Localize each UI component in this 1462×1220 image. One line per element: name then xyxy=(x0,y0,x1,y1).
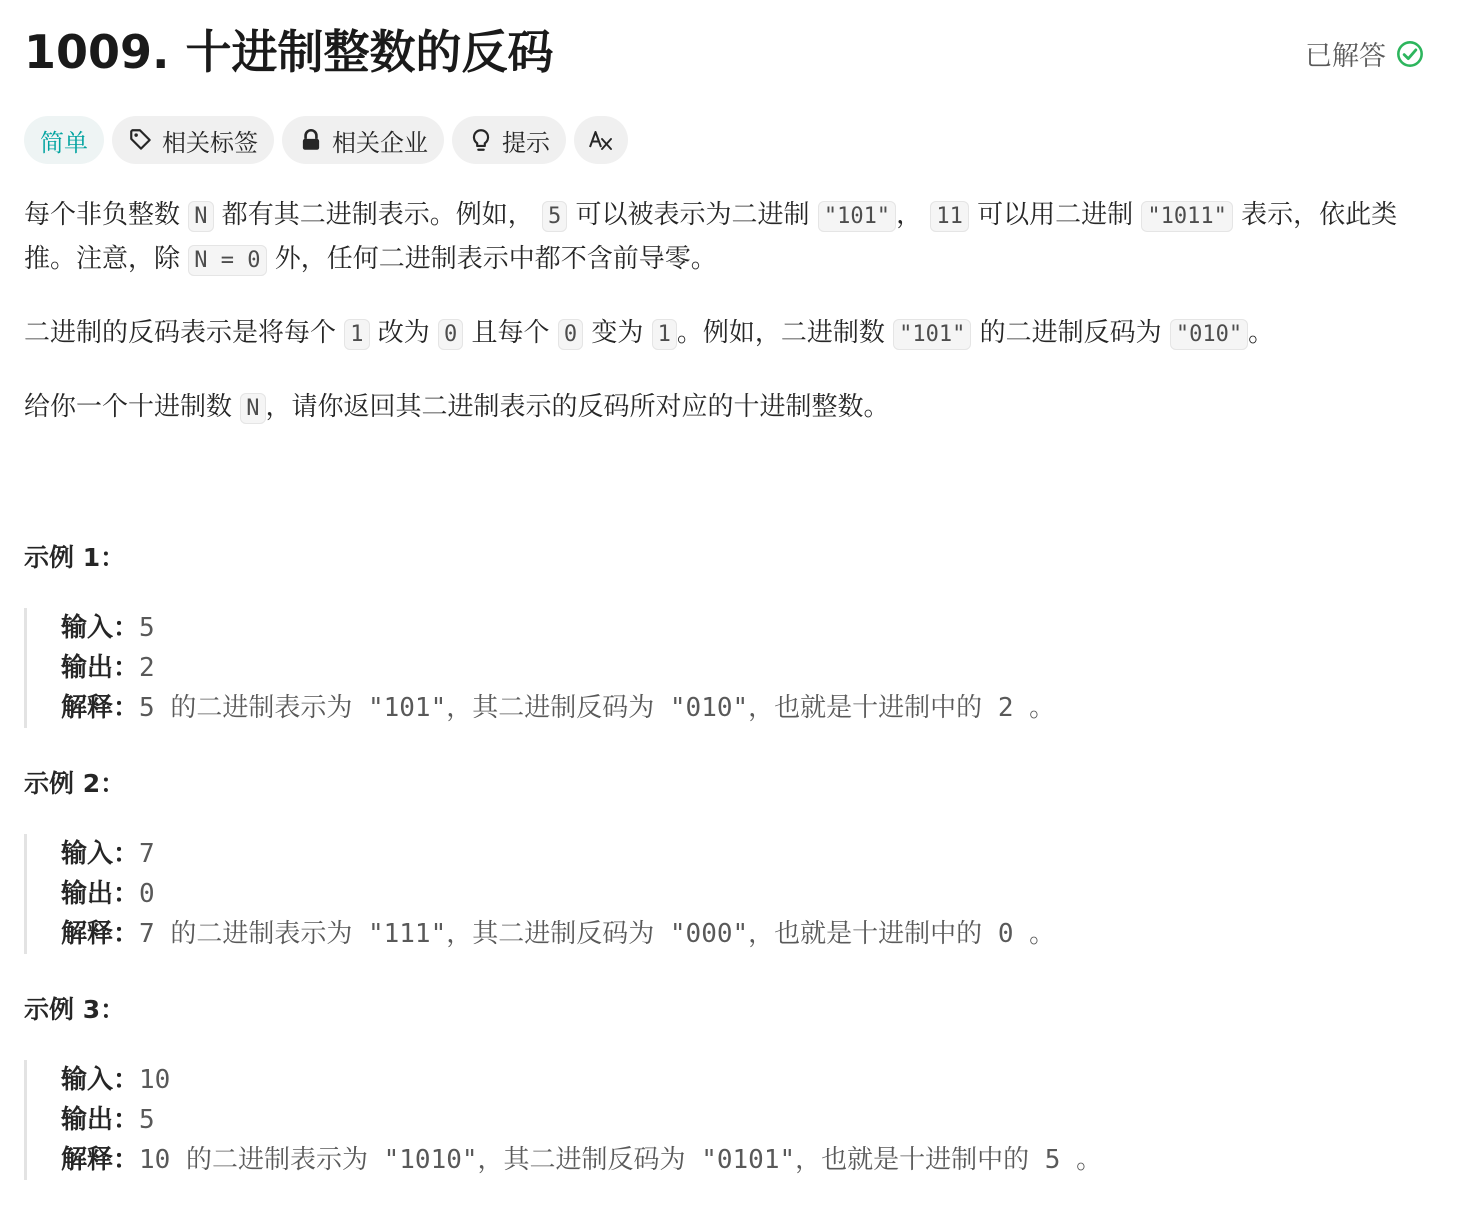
inline-code: N xyxy=(188,201,213,232)
example-3-title: 示例 3： xyxy=(24,995,126,1024)
output-label: 输出： xyxy=(61,653,140,683)
solved-status xyxy=(1305,34,1424,73)
tag-bar xyxy=(24,116,628,164)
inline-code: 1 xyxy=(652,319,677,350)
inline-code: 1 xyxy=(344,319,369,350)
hint-label: 提示 xyxy=(502,128,550,157)
input-label: 输入： xyxy=(61,613,140,643)
example-output-row xyxy=(61,874,1055,914)
description-paragraph-3: 给你一个十进制数 N ，请你返回其二进制表示的反码所对应的十进制整数。 xyxy=(24,392,890,422)
example-explain-row xyxy=(61,1140,1102,1180)
output-value: 5 xyxy=(139,1105,155,1135)
related-companies-label: 相关企业 xyxy=(332,128,428,157)
related-tags-label: 相关标签 xyxy=(162,128,258,157)
example-input-row xyxy=(61,608,1055,648)
translate-button[interactable] xyxy=(574,116,628,164)
related-companies-button[interactable] xyxy=(282,116,444,164)
difficulty-label: 简单 xyxy=(40,128,88,157)
example-1-title: 示例 1： xyxy=(24,543,126,572)
explain-value: 10 的二进制表示为 "1010"，其二进制反码为 "0101"，也就是十进制中的 5 。 xyxy=(139,1145,1103,1175)
translate-icon xyxy=(588,127,614,153)
input-value: 7 xyxy=(139,839,155,869)
lightbulb-icon xyxy=(468,127,494,153)
input-label: 输入： xyxy=(61,839,140,869)
example-output-row xyxy=(61,1100,1102,1140)
example-1-block xyxy=(24,608,1055,728)
output-value: 2 xyxy=(139,653,155,683)
difficulty-badge xyxy=(24,116,104,164)
inline-code: N = 0 xyxy=(188,245,266,276)
check-circle-icon xyxy=(1396,40,1424,68)
example-explain-row xyxy=(61,688,1055,728)
problem-description xyxy=(24,194,1438,460)
tag-icon xyxy=(128,127,154,153)
hint-button[interactable] xyxy=(452,116,566,164)
example-2-block xyxy=(24,834,1055,954)
solved-label: 已解答 xyxy=(1305,41,1386,72)
related-tags-button[interactable] xyxy=(112,116,274,164)
explain-label: 解释： xyxy=(61,1145,140,1175)
inline-code: 0 xyxy=(438,319,463,350)
description-paragraph-2: 二进制的反码表示是将每个 1 改为 0 且每个 0 变为 1 。例如，二进制数 "101" 的二进制反码为 "010" 。 xyxy=(24,318,1275,348)
inline-code: N xyxy=(240,393,265,424)
output-label: 输出： xyxy=(61,1105,140,1135)
inline-code: 5 xyxy=(542,201,567,232)
input-value: 10 xyxy=(139,1065,171,1095)
output-value: 0 xyxy=(139,879,155,909)
lock-icon xyxy=(298,127,324,153)
example-3-block xyxy=(24,1060,1102,1180)
description-paragraph-1: 每个非负整数 N 都有其二进制表示。例如， 5 可以被表示为二进制 "101" ， 11 可以用二进制 "1011" 表示，依此类推。注意，除 N = 0 外，任何二进制表示中都不含前导零。 xyxy=(24,200,1398,274)
inline-code: "1011" xyxy=(1141,201,1232,232)
explain-value: 7 的二进制表示为 "111"，其二进制反码为 "000"，也就是十进制中的 0 。 xyxy=(139,919,1056,949)
problem-title[interactable]: 1009. 十进制整数的反码 xyxy=(24,25,554,79)
input-label: 输入： xyxy=(61,1065,140,1095)
output-label: 输出： xyxy=(61,879,140,909)
explain-label: 解释： xyxy=(61,919,140,949)
example-explain-row xyxy=(61,914,1055,954)
inline-code: 11 xyxy=(930,201,969,232)
problem-header xyxy=(24,0,1438,100)
input-value: 5 xyxy=(139,613,155,643)
inline-code: "101" xyxy=(818,201,896,232)
inline-code: "010" xyxy=(1170,319,1248,350)
example-output-row xyxy=(61,648,1055,688)
explain-label: 解释： xyxy=(61,693,140,723)
example-input-row xyxy=(61,834,1055,874)
example-input-row xyxy=(61,1060,1102,1100)
inline-code: "101" xyxy=(893,319,971,350)
explain-value: 5 的二进制表示为 "101"，其二进制反码为 "010"，也就是十进制中的 2 。 xyxy=(139,693,1056,723)
inline-code: 0 xyxy=(558,319,583,350)
example-2-title: 示例 2： xyxy=(24,769,126,798)
